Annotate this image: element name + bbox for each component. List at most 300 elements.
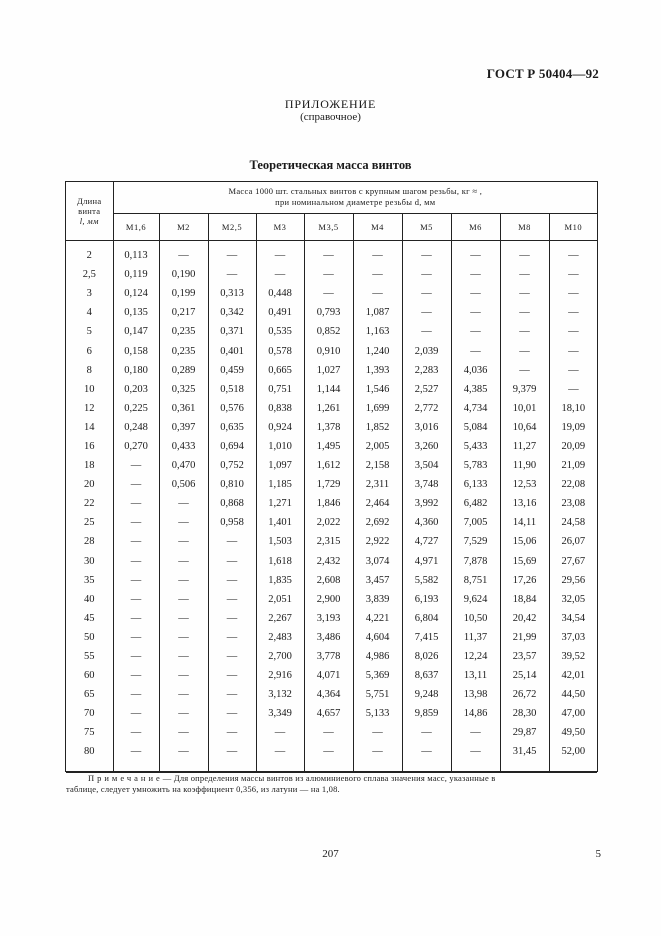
table-row xyxy=(66,494,597,513)
mass-cell: — xyxy=(353,723,402,742)
length-cell: 20 xyxy=(66,475,113,494)
mass-cell: — xyxy=(500,361,549,380)
table-row xyxy=(66,475,597,494)
mass-cell: 49,50 xyxy=(561,727,586,739)
mass-cell: 0,518 xyxy=(208,380,256,399)
mass-cell: — xyxy=(113,456,159,475)
mass-cell: — xyxy=(208,704,256,723)
mass-cell: 9,379 xyxy=(500,380,549,399)
table-row xyxy=(66,628,597,647)
diameter-header: М5 xyxy=(402,213,451,240)
length-cell: 16 xyxy=(66,437,113,456)
mass-cell: 0,535 xyxy=(256,322,304,341)
mass-cell: — xyxy=(500,246,549,265)
mass-cell: 7,005 xyxy=(451,513,500,532)
mass-cell: 0,124 xyxy=(113,284,159,303)
length-cell: 75 xyxy=(66,723,113,742)
length-cell: 30 xyxy=(66,552,113,571)
mass-cell: 3,778 xyxy=(304,647,353,666)
mass-cell: — xyxy=(208,666,256,685)
mass-cell: 2,483 xyxy=(256,628,304,647)
mass-cell: 2,267 xyxy=(256,609,304,628)
mass-cell: 18,84 xyxy=(500,590,549,609)
diameter-header: М8 xyxy=(500,213,549,240)
mass-cell: 14,11 xyxy=(500,513,549,532)
mass-cell: 4,971 xyxy=(402,552,451,571)
mass-cell: — xyxy=(208,552,256,571)
mass-cell: — xyxy=(208,590,256,609)
mass-cell: 52,00 xyxy=(561,746,586,758)
table-row xyxy=(66,666,597,685)
mass-cell: 0,751 xyxy=(256,380,304,399)
mass-cell: — xyxy=(568,364,579,376)
length-cell: 3 xyxy=(66,284,113,303)
table-row xyxy=(66,361,597,380)
mass-cell: 4,364 xyxy=(304,685,353,704)
mass-cell: 47,00 xyxy=(561,708,586,720)
mass-cell: — xyxy=(256,742,304,761)
mass-cell: 5,751 xyxy=(353,685,402,704)
mass-cell: 24,58 xyxy=(561,517,586,529)
mass-cell: — xyxy=(500,265,549,284)
mass-cell: — xyxy=(113,590,159,609)
mass-cell: 0,289 xyxy=(159,361,208,380)
table-row xyxy=(66,456,597,475)
mass-cell: 1,546 xyxy=(353,380,402,399)
spacer-cell xyxy=(451,762,500,773)
mass-cell: 1,185 xyxy=(256,475,304,494)
mass-cell: 1,618 xyxy=(256,552,304,571)
mass-cell: 0,958 xyxy=(208,513,256,532)
note-line: таблице, следует умножить на коэффициент 0,356, из латуни — на 1,08. xyxy=(66,783,340,794)
mass-cell: 0,448 xyxy=(256,284,304,303)
mass-cell: — xyxy=(159,704,208,723)
mass-cell: 0,325 xyxy=(159,380,208,399)
mass-cell: 0,190 xyxy=(159,265,208,284)
mass-cell: 7,415 xyxy=(402,628,451,647)
length-cell: 80 xyxy=(66,742,113,761)
mass-cell: — xyxy=(568,383,579,395)
mass-cell: 0,868 xyxy=(208,494,256,513)
mass-cell: 1,852 xyxy=(353,418,402,437)
mass-cell: 0,225 xyxy=(113,399,159,418)
length-cell: 55 xyxy=(66,647,113,666)
mass-cell: 0,665 xyxy=(256,361,304,380)
mass-cell: 29,87 xyxy=(500,723,549,742)
length-cell: 18 xyxy=(66,456,113,475)
mass-cell: 13,98 xyxy=(451,685,500,704)
mass-cell: 26,72 xyxy=(500,685,549,704)
mass-cell: 20,42 xyxy=(500,609,549,628)
mass-cell: 1,144 xyxy=(304,380,353,399)
length-header-line: винта xyxy=(78,206,101,216)
mass-cell: 0,506 xyxy=(159,475,208,494)
mass-cell: 4,604 xyxy=(353,628,402,647)
table-row xyxy=(66,246,597,265)
diameter-header: М6 xyxy=(451,213,500,240)
table-row xyxy=(66,590,597,609)
length-cell: 65 xyxy=(66,685,113,704)
length-cell: 45 xyxy=(66,609,113,628)
mass-cell: 3,748 xyxy=(402,475,451,494)
mass-cell: — xyxy=(256,723,304,742)
length-cell: 2 xyxy=(66,246,113,265)
mass-cell: 2,283 xyxy=(402,361,451,380)
appendix-title: ПРИЛОЖЕНИЕ xyxy=(284,97,377,111)
mass-cell: 2,315 xyxy=(304,532,353,551)
table-row xyxy=(66,571,597,590)
mass-cell: 0,433 xyxy=(159,437,208,456)
spacer-cell xyxy=(159,762,208,773)
mass-cell: 0,576 xyxy=(208,399,256,418)
mass-cell: — xyxy=(113,647,159,666)
spacer-row xyxy=(66,762,597,773)
mass-cell: — xyxy=(159,742,208,761)
mass-cell: 1,261 xyxy=(304,399,353,418)
mass-cell: — xyxy=(402,265,451,284)
mass-cell: 22,08 xyxy=(561,479,586,491)
mass-cell: 3,992 xyxy=(402,494,451,513)
mass-cell: 3,074 xyxy=(353,552,402,571)
mass-cell: 0,910 xyxy=(304,341,353,360)
mass-cell: 23,08 xyxy=(561,498,586,510)
table-row xyxy=(66,303,597,322)
length-cell: 2,5 xyxy=(66,265,113,284)
length-cell: 6 xyxy=(66,341,113,360)
mass-cell: 3,457 xyxy=(353,571,402,590)
table-row xyxy=(66,742,597,761)
table-row xyxy=(66,284,597,303)
mass-cell: 0,203 xyxy=(113,380,159,399)
mass-cell: — xyxy=(159,246,208,265)
mass-cell: — xyxy=(500,322,549,341)
table-row xyxy=(66,341,597,360)
mass-cell: 0,459 xyxy=(208,361,256,380)
table-row xyxy=(66,532,597,551)
length-column-header xyxy=(66,182,113,241)
note-text: — Для определения массы винтов из алюминиевого сплава значения масс, указанные в xyxy=(162,772,496,783)
mass-cell: 7,529 xyxy=(451,532,500,551)
mass-cell: — xyxy=(159,647,208,666)
mass-cell: — xyxy=(159,723,208,742)
mass-cell: 0,635 xyxy=(208,418,256,437)
mass-cell: 3,486 xyxy=(304,628,353,647)
mass-cell: 2,432 xyxy=(304,552,353,571)
mass-cell: 11,37 xyxy=(451,628,500,647)
mass-cell: — xyxy=(451,246,500,265)
mass-cell: 34,54 xyxy=(561,612,586,624)
mass-cell: 3,193 xyxy=(304,609,353,628)
mass-cell: — xyxy=(304,742,353,761)
mass-cell: 0,199 xyxy=(159,284,208,303)
mass-cell: 1,163 xyxy=(353,322,402,341)
mass-cell: 0,752 xyxy=(208,456,256,475)
mass-cell: — xyxy=(568,307,579,319)
diameter-header: М10 xyxy=(549,213,597,240)
mass-cell: — xyxy=(159,666,208,685)
note-row xyxy=(66,772,597,801)
mass-cell: 2,527 xyxy=(402,380,451,399)
mass-cell: 3,260 xyxy=(402,437,451,456)
mass-cell: 2,692 xyxy=(353,513,402,532)
mass-cell: — xyxy=(568,250,579,262)
mass-cell: 28,30 xyxy=(500,704,549,723)
mass-cell: 1,835 xyxy=(256,571,304,590)
mass-cell: 25,14 xyxy=(500,666,549,685)
mass-cell: — xyxy=(208,685,256,704)
mass-cell: 12,24 xyxy=(451,647,500,666)
mass-cell: — xyxy=(113,609,159,628)
table-row xyxy=(66,437,597,456)
mass-cell: — xyxy=(208,265,256,284)
mass-cell: 0,852 xyxy=(304,322,353,341)
table-row xyxy=(66,647,597,666)
spacer-cell xyxy=(256,762,304,773)
mass-cell: 11,27 xyxy=(500,437,549,456)
mass-cell: — xyxy=(402,723,451,742)
mass-cell: — xyxy=(256,265,304,284)
mass-cell: 3,839 xyxy=(353,590,402,609)
mass-cell: 4,360 xyxy=(402,513,451,532)
mass-cell: 1,271 xyxy=(256,494,304,513)
mass-cell: 19,09 xyxy=(561,421,586,433)
mass-cell: — xyxy=(113,494,159,513)
mass-cell: 7,878 xyxy=(451,552,500,571)
length-cell: 8 xyxy=(66,361,113,380)
mass-cell: — xyxy=(208,246,256,265)
mass-cell: 8,026 xyxy=(402,647,451,666)
appendix-heading xyxy=(0,98,661,124)
mass-cell: 2,311 xyxy=(353,475,402,494)
table-row xyxy=(66,322,597,341)
note-line xyxy=(66,773,597,784)
mass-cell: — xyxy=(568,288,579,300)
table-row xyxy=(66,399,597,418)
mass-cell: — xyxy=(353,265,402,284)
mass-cell: 2,051 xyxy=(256,590,304,609)
mass-cell: 2,772 xyxy=(402,399,451,418)
mass-cell: 4,036 xyxy=(451,361,500,380)
length-cell: 50 xyxy=(66,628,113,647)
mass-cell: 2,039 xyxy=(402,341,451,360)
diameter-header: М1,6 xyxy=(113,213,159,240)
sheet-number: 5 xyxy=(595,848,601,860)
mass-cell: 1,027 xyxy=(304,361,353,380)
spacer-cell xyxy=(113,762,159,773)
mass-cell: — xyxy=(113,666,159,685)
mass-table xyxy=(66,182,597,801)
mass-cell: — xyxy=(159,571,208,590)
spacer-cell xyxy=(66,762,113,773)
mass-cell: 4,727 xyxy=(402,532,451,551)
length-cell: 25 xyxy=(66,513,113,532)
mass-cell: 4,071 xyxy=(304,666,353,685)
mass-cell: 1,495 xyxy=(304,437,353,456)
mass-cell: 9,859 xyxy=(402,704,451,723)
mass-cell: 27,67 xyxy=(561,555,586,567)
mass-cell: — xyxy=(353,284,402,303)
mass-cell: 1,240 xyxy=(353,341,402,360)
diameter-header: М4 xyxy=(353,213,402,240)
mass-cell: — xyxy=(113,571,159,590)
span-header-line: Масса 1000 шт. стальных винтов с крупным шагом резьбы, кг ≈ , xyxy=(228,186,483,197)
length-cell: 12 xyxy=(66,399,113,418)
mass-cell: 5,582 xyxy=(402,571,451,590)
standard-code: ГОСТ Р 50404—92 xyxy=(486,66,599,81)
mass-cell: — xyxy=(208,742,256,761)
mass-cell: — xyxy=(113,742,159,761)
table-row xyxy=(66,704,597,723)
mass-cell: 42,01 xyxy=(561,670,586,682)
mass-cell: 1,503 xyxy=(256,532,304,551)
mass-cell: 10,01 xyxy=(500,399,549,418)
mass-cell: 0,113 xyxy=(113,246,159,265)
mass-cell: — xyxy=(402,246,451,265)
mass-cell: 31,45 xyxy=(500,742,549,761)
table-row xyxy=(66,552,597,571)
mass-cell: 6,482 xyxy=(451,494,500,513)
mass-cell: 5,133 xyxy=(353,704,402,723)
mass-cell: 0,694 xyxy=(208,437,256,456)
mass-cell: — xyxy=(113,685,159,704)
mass-cell: 0,248 xyxy=(113,418,159,437)
mass-cell: — xyxy=(256,246,304,265)
mass-cell: — xyxy=(304,284,353,303)
mass-cell: 15,69 xyxy=(500,552,549,571)
mass-cell: 0,270 xyxy=(113,437,159,456)
mass-cell: 23,57 xyxy=(500,647,549,666)
mass-cell: 1,087 xyxy=(353,303,402,322)
mass-cell: 0,147 xyxy=(113,322,159,341)
table-row xyxy=(66,609,597,628)
length-cell: 70 xyxy=(66,704,113,723)
spacer-cell xyxy=(304,762,353,773)
mass-cell: 0,397 xyxy=(159,418,208,437)
length-header-line: Длина xyxy=(77,196,102,206)
mass-cell: 0,470 xyxy=(159,456,208,475)
mass-cell: — xyxy=(402,742,451,761)
mass-cell: 13,11 xyxy=(451,666,500,685)
mass-cell: 4,385 xyxy=(451,380,500,399)
spacer-cell xyxy=(549,762,597,773)
mass-cell: 1,846 xyxy=(304,494,353,513)
mass-cell: 0,313 xyxy=(208,284,256,303)
mass-cell: 0,838 xyxy=(256,399,304,418)
mass-table-frame xyxy=(65,181,598,794)
diameter-header-row xyxy=(66,213,597,240)
span-header-line: при номинальном диаметре резьбы d, мм xyxy=(275,197,436,208)
mass-cell: — xyxy=(208,647,256,666)
mass-cell: 1,097 xyxy=(256,456,304,475)
mass-cell: — xyxy=(568,326,579,338)
mass-cell: 0,158 xyxy=(113,341,159,360)
mass-cell: 14,86 xyxy=(451,704,500,723)
mass-cell: — xyxy=(353,246,402,265)
mass-cell: — xyxy=(208,571,256,590)
mass-cell: 17,26 xyxy=(500,571,549,590)
mass-cell: 3,504 xyxy=(402,456,451,475)
length-cell: 22 xyxy=(66,494,113,513)
mass-cell: 0,924 xyxy=(256,418,304,437)
mass-cell: 3,132 xyxy=(256,685,304,704)
mass-cell: 2,700 xyxy=(256,647,304,666)
spacer-cell xyxy=(208,762,256,773)
mass-cell: 0,578 xyxy=(256,341,304,360)
mass-cell: 1,378 xyxy=(304,418,353,437)
mass-cell: — xyxy=(402,284,451,303)
mass-cell: 13,16 xyxy=(500,494,549,513)
mass-cell: — xyxy=(113,723,159,742)
mass-cell: 26,07 xyxy=(561,536,586,548)
mass-cell: 1,401 xyxy=(256,513,304,532)
mass-cell: — xyxy=(159,628,208,647)
mass-cell: 21,99 xyxy=(500,628,549,647)
mass-cell: — xyxy=(159,532,208,551)
mass-cell: 1,729 xyxy=(304,475,353,494)
mass-cell: 5,433 xyxy=(451,437,500,456)
mass-cell: 4,221 xyxy=(353,609,402,628)
mass-cell: — xyxy=(159,513,208,532)
mass-cell: 0,235 xyxy=(159,341,208,360)
mass-cell: 2,900 xyxy=(304,590,353,609)
mass-cell: — xyxy=(113,513,159,532)
diameter-header: М3 xyxy=(256,213,304,240)
table-title: Теоретическая масса винтов xyxy=(249,158,412,172)
mass-cell: — xyxy=(304,265,353,284)
page-number: 207 xyxy=(322,848,339,860)
length-cell: 4 xyxy=(66,303,113,322)
mass-cell: 15,06 xyxy=(500,532,549,551)
mass-cell: — xyxy=(402,303,451,322)
mass-cell: 20,09 xyxy=(561,440,586,452)
mass-cell: — xyxy=(113,475,159,494)
mass-cell: 2,005 xyxy=(353,437,402,456)
mass-cell: 0,371 xyxy=(208,322,256,341)
mass-cell: — xyxy=(451,742,500,761)
length-cell: 14 xyxy=(66,418,113,437)
mass-cell: — xyxy=(159,494,208,513)
length-cell: 28 xyxy=(66,532,113,551)
mass-cell: 1,699 xyxy=(353,399,402,418)
mass-cell: 0,401 xyxy=(208,341,256,360)
length-cell: 10 xyxy=(66,380,113,399)
mass-cell: 29,56 xyxy=(561,574,586,586)
mass-cell: 2,608 xyxy=(304,571,353,590)
length-cell: 35 xyxy=(66,571,113,590)
spacer-cell xyxy=(353,762,402,773)
mass-cell: 6,193 xyxy=(402,590,451,609)
mass-cell: 4,734 xyxy=(451,399,500,418)
mass-span-header xyxy=(113,182,597,213)
table-row xyxy=(66,685,597,704)
mass-cell: — xyxy=(451,284,500,303)
mass-cell: — xyxy=(113,704,159,723)
mass-cell: 0,810 xyxy=(208,475,256,494)
mass-cell: — xyxy=(208,723,256,742)
mass-cell: 0,793 xyxy=(304,303,353,322)
mass-cell: — xyxy=(159,685,208,704)
mass-cell: — xyxy=(208,609,256,628)
table-row xyxy=(66,723,597,742)
mass-cell: — xyxy=(451,322,500,341)
mass-cell: 4,986 xyxy=(353,647,402,666)
mass-cell: 0,217 xyxy=(159,303,208,322)
mass-cell: — xyxy=(353,742,402,761)
mass-cell: 32,05 xyxy=(561,593,586,605)
mass-cell: 11,90 xyxy=(500,456,549,475)
mass-cell: 5,783 xyxy=(451,456,500,475)
mass-cell: — xyxy=(208,628,256,647)
